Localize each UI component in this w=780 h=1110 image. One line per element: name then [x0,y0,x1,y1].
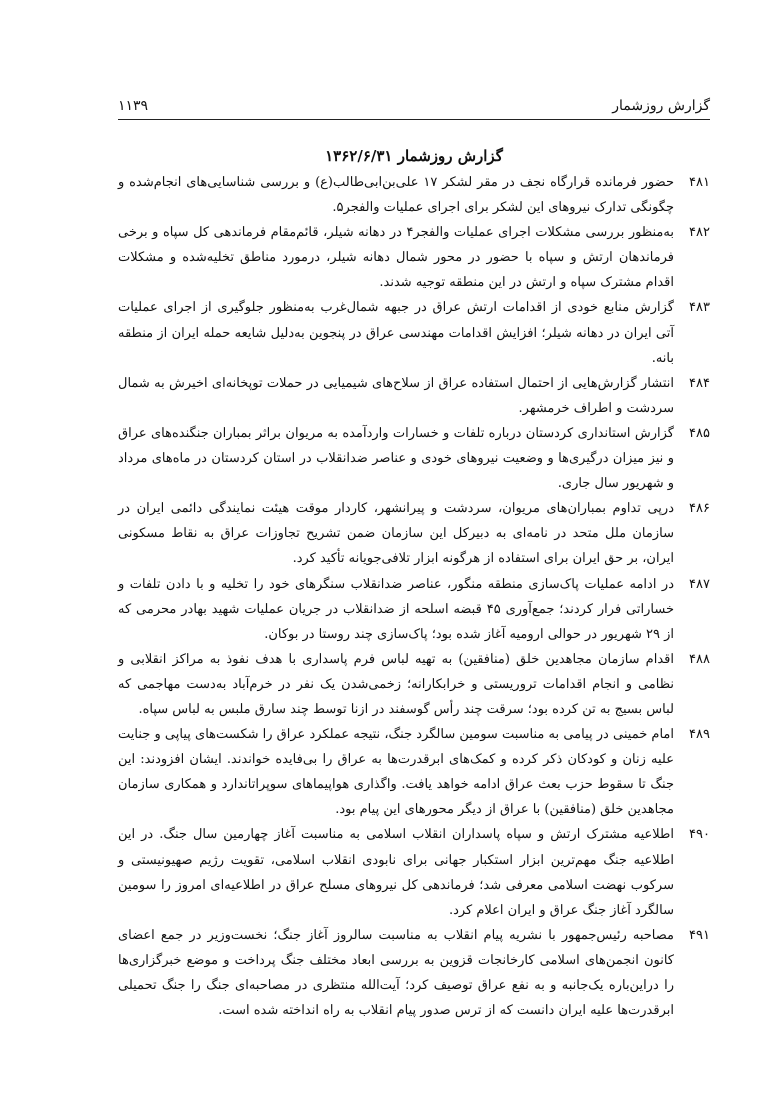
entry-text: به‌منظور بررسی مشکلات اجرای عملیات والفجر۴ در دهانه شیلر، قائم‌مقام فرماندهی کل سپاه و برخی فرماندهان ارتش و سپاه با حضور در محور شمال دهانه شیلر، درمورد مناطق تخلیه‌شده و مشکلات اقدام مشترک سپاه و ارتش در این منطقه توجیه شدند. [118,225,674,291]
entry-483 [118,295,710,370]
entry-number: ۴۸۷ [689,576,710,592]
entry-text: حضور فرمانده قرارگاه نجف در مقر لشکر ۱۷ علی‌بن‌ابی‌طالب(ع) و بررسی شناسایی‌های انجام‌شده و چگونگی تدارک نیروهای این لشکر برای اجرای عملیات والفجر۵. [118,175,674,216]
entry-number: ۴۸۳ [689,300,710,316]
report-title: گزارش روزشمار ۱۳۶۲/۶/۳۱ [325,147,503,165]
entry-text: امام خمینی در پیامی به مناسبت سومین سالگرد جنگ، نتیجه عملکرد عراق را شکست‌های پیاپی و جنایت علیه زنان و کودکان ذکر کرده و کمک‌های ابرقدرت‌ها به عراق را بی‌فایده خواندند. ایشان افزودند: این جنگ تا سقوط حزب بعث عراق ادامه خواهد یافت. واگذاری هواپیماهای سوپراتاندارد و همکاری سازمان مجاهدین خلق (منافقین) با عراق از دیگر محورهای این پیام بود. [118,727,674,818]
entry-482 [118,220,710,295]
entry-text: اطلاعیه مشترک ارتش و سپاه پاسداران انقلاب اسلامی به مناسبت آغاز چهارمین سال جنگ. در این اطلاعیه جنگ مهم‌ترین ابزار استکبار جهانی برای نابودی انقلاب اسلامی، تقویت رژیم صهیونیستی و سرکوب نهضت اسلامی معرفی شد؛ فرماندهی کل نیروهای مسلح عراق در اطلاعیه‌ای امروز را سومین سالگرد آغاز جنگ عراق و ایران اعلام کرد. [118,827,674,918]
entry-481 [118,170,710,220]
entry-text: مصاحبه رئیس‌جمهور با نشریه پیام انقلاب به مناسبت سالروز آغاز جنگ؛ نخست‌وزیر در جمع اعضای کانون انجمن‌های اسلامی کارخانجات قزوین به بررسی ابعاد مختلف جنگ پرداخت و موضع خبرگزاری‌ها را دراین‌باره یک‌جانبه و به نفع عراق توصیف کرد؛ آیت‌الله منتظری در مصاحبه‌ای جنگ را جنگ تحمیلی ابرقدرت‌ها علیه ایران دانست که از ترس صدور پیام انقلاب به راه انداخته شده است. [118,927,674,1019]
header-divider [118,119,710,120]
entry-number: ۴۸۹ [689,727,710,743]
entry-number: ۴۸۴ [689,375,710,391]
running-title: گزارش روزشمار [612,98,710,114]
entry-text: درپی تداوم بمباران‌های مریوان، سردشت و پیرانشهر، کاردار موقت هیئت نمایندگی دائمی ایران در سازمان ملل متحد در نامه‌ای به دبیرکل این سازمان ضمن تشریح تجاوزات عراق به نقاط مسکونی ایران، بر حق ایران برای استفاده از هرگونه ابزار تلافی‌جویانه تأکید کرد. [118,501,674,567]
entry-487 [118,572,710,647]
entry-text: در ادامه عملیات پاک‌سازی منطقه منگور، عناصر ضدانقلاب سنگرهای خود را تخلیه و با دادن تلفات و خساراتی فرار کردند؛ جمع‌آوری ۴۵ قبضه اسلحه از ضدانقلاب در جریان عملیات شهید بهادر محرمی که از ۲۹ شهریور در حوالی ارومیه آغاز شده بود؛ پاک‌سازی چند روستا در بوکان. [118,576,674,642]
entry-490 [118,822,710,922]
entry-number: ۴۸۲ [689,225,710,241]
entry-486 [118,496,710,571]
entry-number: ۴۹۰ [689,827,710,843]
entry-text: گزارش استانداری کردستان درباره تلفات و خسارات واردآمده به مریوان براثر بمباران جنگنده‌های عراق و نیز میزان درگیری‌ها و وضعیت نیروهای خودی و عناصر ضدانقلاب در استان کردستان در ماه‌های مرداد و شهریور سال جاری. [118,425,674,492]
entry-number: ۴۸۱ [689,175,710,190]
entry-484 [118,371,710,421]
entry-list [118,170,710,1023]
page-header [118,92,710,114]
entry-number: ۴۸۸ [689,651,710,667]
entry-489 [118,722,710,822]
entry-text: اقدام سازمان مجاهدین خلق (منافقین) به تهیه لباس فرم پاسداری با هدف نفوذ به مراکز انقلابی و نظامی و انجام اقدامات تروریستی و خرابکارانه؛ زخمی‌شدن یک نفر در خرم‌آباد به‌دست مهاجمی که لباس بسیج به تن کرده بود؛ سرقت چند رأس گوسفند در ازنا توسط چند سارق ملبس به لباس سپاه. [118,651,674,717]
entry-number: ۴۸۵ [689,425,710,441]
page-number: ۱۱۳۹ [118,98,149,114]
entry-485 [118,421,710,496]
entry-number: ۴۸۶ [689,501,710,517]
entry-text: انتشار گزارش‌هایی از احتمال استفاده عراق از سلاح‌های شیمیایی در حملات توپخانه‌ای اخیرش به شمال سردشت و اطراف خرمشهر. [118,375,674,416]
entry-488 [118,647,710,722]
entry-491 [118,923,710,1023]
entry-number: ۴۹۱ [689,927,710,943]
entry-text: گزارش منابع خودی از اقدامات ارتش عراق در جبهه شمال‌غرب به‌منظور جلوگیری از اجرای عملیات آتی ایران در دهانه شیلر؛ افزایش اقدامات مهندسی عراق در پنجوین به‌دلیل شایعه حمله ایران از منطقه بانه. [118,300,674,366]
